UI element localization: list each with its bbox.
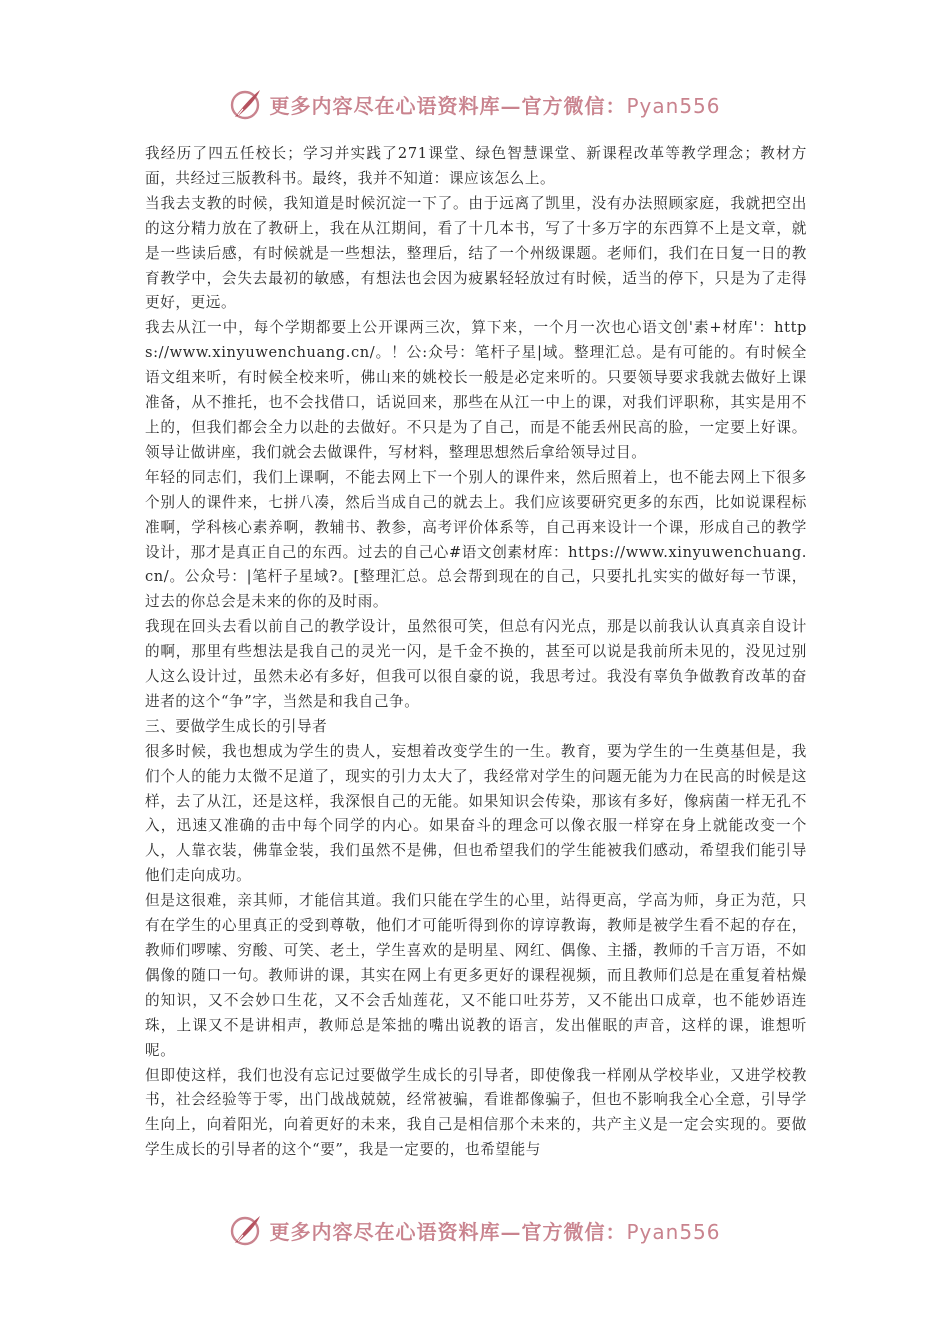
banner-text: 更多内容尽在心语资料库—官方微信：Pyan556 (269, 93, 721, 118)
footer-banner (0, 1208, 950, 1252)
paragraph: 年轻的同志们，我们上课啊，不能去网上下一个别人的课件来，然后照着上，也不能去网上下很多个别人的课件来，七拼八凑，然后当成自己的就去上。我们应该要研究更多的东西，比如说课程标准啊，学科核心素养啊，教辅书、教参，高考评价体系等，自己再来设计一个课，形成自己的教学设计，那才是真正自己的东西。过去的自己心#语文创素材库：https://www.xinyuwenchuang.cn/。公众号：|笔杆子星域?。[整理汇总。总会帮到现在的自己，只要扎扎实实的做好每一节课，过去的你总会是未来的你的及时雨。 (145, 468, 807, 611)
quill-logo-icon (229, 1213, 263, 1247)
paragraph: 但是这很难，亲其师，才能信其道。我们只能在学生的心里，站得更高，学高为师，身正为范，只有在学生的心里真正的受到尊敬，他们才可能听得到你的谆谆教诲，教师是被学生看不起的存在，教师们啰嗦、穷酸、可笑、老土，学生喜欢的是明星、网红、偶像、主播，教师的千言万语，不如偶像的随口一句。教师讲的课，其实在网上有更多更好的课程视频，而且教师们总是在重复着枯燥的知识，又不会妙口生花，又不会舌灿莲花，又不能口吐芬芳，又不能出口成章，也不能妙语连珠，上课又不是讲相声，教师总是笨拙的嘴出说教的语言，发出催眠的声音，这样的课，谁想听呢。 (145, 892, 807, 1059)
paragraph: 很多时候，我也想成为学生的贵人，妄想着改变学生的一生。教育，要为学生的一生奠基但是，我们个人的能力太微不足道了，现实的引力太大了，我经常对学生的问题无能为力在民高的时候是这样，去了从江，还是这样，我深恨自己的无能。如果知识会传染，那该有多好，像病菌一样无孔不入，迅速又准确的击中每个同学的内心。如果奋斗的理念可以像衣服一样穿在身上就能改变一个人，人靠衣装，佛靠金装，我们虽然不是佛，但也希望我们的学生能被我们感动，希望我们能引导他们走向成功。 (145, 742, 807, 885)
paragraph: 我现在回头去看以前自己的教学设计，虽然很可笑，但总有闪光点，那是以前我认认真真亲自设计的啊，那里有些想法是我自己的灵光一闪，是千金不换的，甚至可以说是我前所未见的，没见过别人这么设计过，虽然未必有多好，但我可以很自豪的说，我思考过。我没有辜负争做教育改革的奋进者的这个“争”字，当然是和我自己争。 (145, 618, 807, 710)
quill-logo-icon (229, 87, 263, 121)
paragraph: 我经历了四五任校长；学习并实践了271课堂、绿色智慧课堂、新课程改革等教学理念；教材方面，共经过三版教科书。最终，我并不知道：课应该怎么上。 (145, 145, 807, 187)
document-body (145, 142, 807, 1163)
wechat-id: Pyan556 (626, 93, 721, 118)
wechat-id: Pyan556 (626, 1219, 721, 1244)
paragraph: 当我去支教的时候，我知道是时候沉淀一下了。由于远离了凯里，没有办法照顾家庭，我就把空出的这分精力放在了教研上，我在从江期间，看了十几本书，写了十多万字的东西算不上是文章，就是一些读后感，有时候就是一些想法，整理后，结了一个州级课题。老师们，我们在日复一日的教育教学中，会失去最初的敏感，有想法也会因为疲累轻轻放过有时候，适当的停下，只是为了走得更好，更远。 (145, 194, 807, 312)
header-banner (0, 82, 950, 126)
paragraph: 但即使这样，我们也没有忘记过要做学生成长的引导者，即使像我一样刚从学校毕业，又进学校教书，社会经验等于零，出门战战兢兢，经常被骗，看谁都像骗子，但也不影响我全心全意，引导学生向上，向着阳光，向着更好的未来，我自己是相信那个未来的，共产主义是一定会实现的。要做学生成长的引导者的这个“要”，我是一定要的，也希望能与 (145, 1066, 807, 1159)
banner-text: 更多内容尽在心语资料库—官方微信：Pyan556 (269, 1219, 721, 1244)
paragraph: 我去从江一中，每个学期都要上公开课两三次，算下来，一个月一次也心语文创'素+材库'：https://www.xinyuwenchuang.cn/。！公:众号：笔杆子星|域。整理汇总。是有可能的。有时候全语文组来听，有时候全校来听，佛山来的姚校长一般是必定来听的。只要领导要求我就去做好上课准备，从不推托，也不会找借口，话说回来，那些在从江一中上的课，对我们评职称，其实是用不上的，但我们都会全力以赴的去做好。不只是为了自己，而是不能丢州民高的脸，一定要上好课。领导让做讲座，我们就会去做课件，写材料，整理思想然后拿给领导过目。 (145, 319, 807, 461)
section-heading: 三、要做学生成长的引导者 (145, 717, 328, 735)
